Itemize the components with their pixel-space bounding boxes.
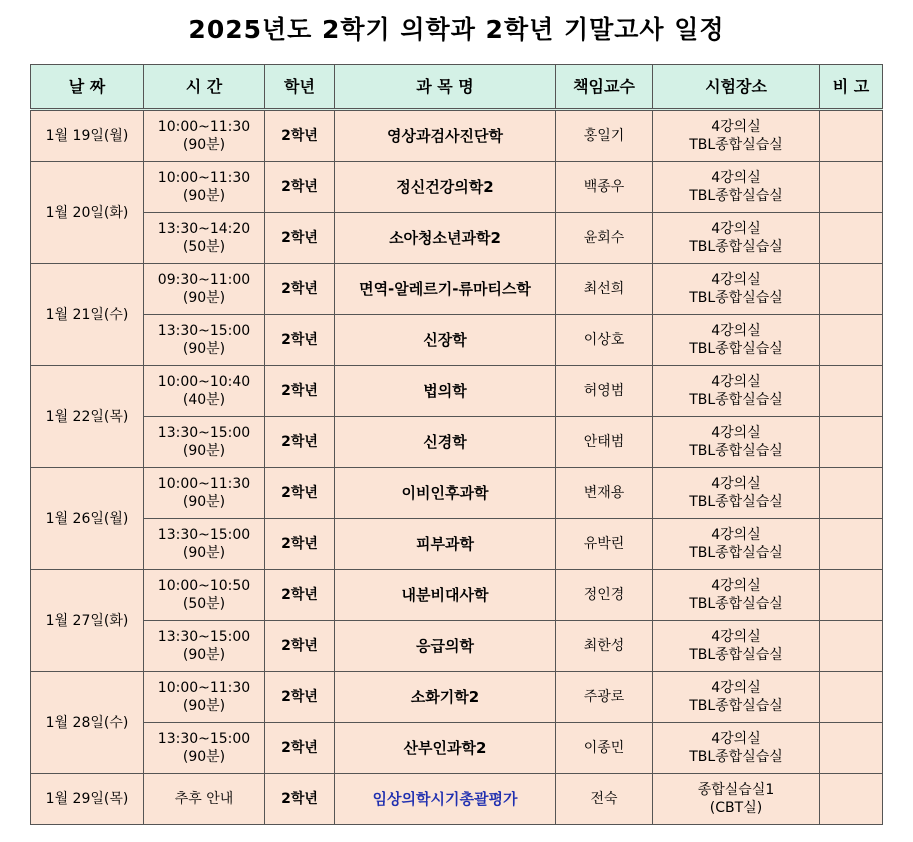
room-secondary: TBL종합실습실	[689, 341, 783, 357]
subject-cell: 내분비대사학	[335, 570, 556, 621]
subject-cell: 법의학	[335, 366, 556, 417]
subject-cell: 임상의학시기총괄평가	[335, 774, 556, 825]
table-row	[31, 570, 883, 621]
table-row	[31, 162, 883, 213]
date-cell: 1월 28일(수)	[31, 672, 144, 774]
table-row	[31, 417, 883, 468]
room-cell	[653, 468, 820, 519]
date-cell: 1월 20일(화)	[31, 162, 144, 264]
grade-cell: 2학년	[265, 264, 335, 315]
subject-cell: 정신건강의학2	[335, 162, 556, 213]
room-cell	[653, 110, 820, 162]
room-secondary: TBL종합실습실	[689, 596, 783, 612]
header-row	[31, 65, 883, 110]
time-duration: (50분)	[182, 596, 226, 612]
date-cell: 1월 27일(화)	[31, 570, 144, 672]
time-cell	[144, 672, 265, 723]
room-secondary: TBL종합실습실	[689, 749, 783, 765]
grade-cell: 2학년	[265, 110, 335, 162]
room-cell	[653, 621, 820, 672]
room-cell	[653, 723, 820, 774]
room-secondary: TBL종합실습실	[689, 290, 783, 306]
date-cell: 1월 22일(목)	[31, 366, 144, 468]
time-range: 10:00~10:50	[157, 578, 251, 594]
subject-cell: 면역-알레르기-류마티스학	[335, 264, 556, 315]
date-cell: 1월 19일(월)	[31, 110, 144, 162]
note-cell	[820, 315, 883, 366]
time-range: 10:00~11:30	[157, 476, 251, 492]
room-secondary: TBL종합실습실	[689, 188, 783, 204]
room-primary: 4강의실	[711, 119, 761, 135]
grade-cell: 2학년	[265, 774, 335, 825]
page-title: 2025년도 2학기 의학과 2학년 기말고사 일정	[188, 15, 725, 44]
time-range: 09:30~11:00	[157, 272, 251, 288]
table-row	[31, 774, 883, 825]
table-row	[31, 621, 883, 672]
subject-cell: 신장학	[335, 315, 556, 366]
professor-cell: 백종우	[556, 162, 653, 213]
room-cell	[653, 162, 820, 213]
table-row	[31, 468, 883, 519]
time-range: 13:30~15:00	[157, 527, 251, 543]
grade-cell: 2학년	[265, 162, 335, 213]
time-duration: (90분)	[182, 443, 226, 459]
grade-cell: 2학년	[265, 519, 335, 570]
room-primary: 4강의실	[711, 272, 761, 288]
time-duration: (50분)	[182, 239, 226, 255]
room-secondary: TBL종합실습실	[689, 647, 783, 663]
room-primary: 4강의실	[711, 170, 761, 186]
note-cell	[820, 672, 883, 723]
time-duration: (90분)	[182, 545, 226, 561]
table-row	[31, 213, 883, 264]
time-duration: (90분)	[182, 290, 226, 306]
time-range: 10:00~11:30	[157, 119, 251, 135]
time-duration: (90분)	[182, 188, 226, 204]
room-secondary: TBL종합실습실	[689, 392, 783, 408]
time-range: 13:30~14:20	[157, 221, 251, 237]
time-range: 10:00~10:40	[157, 374, 251, 390]
date-cell: 1월 29일(목)	[31, 774, 144, 825]
professor-cell: 윤회수	[556, 213, 653, 264]
room-cell	[653, 366, 820, 417]
time-range: 10:00~11:30	[157, 170, 251, 186]
table-row	[31, 723, 883, 774]
note-cell	[820, 264, 883, 315]
room-primary: 4강의실	[711, 221, 761, 237]
time-cell	[144, 366, 265, 417]
time-range: 13:30~15:00	[157, 629, 251, 645]
subject-cell: 영상과검사진단학	[335, 110, 556, 162]
note-cell	[820, 417, 883, 468]
grade-cell: 2학년	[265, 468, 335, 519]
professor-cell: 이상호	[556, 315, 653, 366]
note-cell	[820, 468, 883, 519]
exam-schedule-table	[30, 64, 883, 825]
note-cell	[820, 213, 883, 264]
time-cell	[144, 774, 265, 825]
room-primary: 4강의실	[711, 476, 761, 492]
time-duration: (90분)	[182, 137, 226, 153]
professor-cell: 전숙	[556, 774, 653, 825]
schedule-body	[31, 110, 883, 825]
room-primary: 4강의실	[711, 629, 761, 645]
table-row	[31, 315, 883, 366]
grade-cell: 2학년	[265, 672, 335, 723]
room-secondary: TBL종합실습실	[689, 698, 783, 714]
time-duration: (90분)	[182, 698, 226, 714]
room-cell	[653, 315, 820, 366]
time-cell	[144, 264, 265, 315]
grade-cell: 2학년	[265, 621, 335, 672]
col-header-date: 날 짜	[31, 65, 144, 110]
room-secondary: TBL종합실습실	[689, 494, 783, 510]
time-duration: (90분)	[182, 341, 226, 357]
professor-cell: 이종민	[556, 723, 653, 774]
time-cell	[144, 468, 265, 519]
time-range: 13:30~15:00	[157, 425, 251, 441]
subject-cell: 피부과학	[335, 519, 556, 570]
table-row	[31, 366, 883, 417]
professor-cell: 주광로	[556, 672, 653, 723]
time-cell	[144, 570, 265, 621]
note-cell	[820, 621, 883, 672]
time-duration: (90분)	[182, 647, 226, 663]
room-primary: 4강의실	[711, 323, 761, 339]
time-duration: (90분)	[182, 494, 226, 510]
room-cell	[653, 774, 820, 825]
room-secondary: TBL종합실습실	[689, 239, 783, 255]
room-secondary: TBL종합실습실	[689, 545, 783, 561]
professor-cell: 홍일기	[556, 110, 653, 162]
time-cell	[144, 417, 265, 468]
col-header-time: 시 간	[144, 65, 265, 110]
room-primary: 종합실습실1	[697, 782, 775, 798]
room-cell	[653, 213, 820, 264]
table-row	[31, 519, 883, 570]
note-cell	[820, 162, 883, 213]
table-row	[31, 672, 883, 723]
room-cell	[653, 519, 820, 570]
time-range: 10:00~11:30	[157, 680, 251, 696]
time-range: 13:30~15:00	[157, 731, 251, 747]
col-header-professor: 책임교수	[556, 65, 653, 110]
room-primary: 4강의실	[711, 578, 761, 594]
room-secondary: TBL종합실습실	[689, 443, 783, 459]
note-cell	[820, 774, 883, 825]
room-primary: 4강의실	[711, 425, 761, 441]
note-cell	[820, 366, 883, 417]
col-header-subject: 과 목 명	[335, 65, 556, 110]
note-cell	[820, 110, 883, 162]
professor-cell: 허영범	[556, 366, 653, 417]
professor-cell: 정인경	[556, 570, 653, 621]
professor-cell: 최한성	[556, 621, 653, 672]
room-cell	[653, 672, 820, 723]
subject-cell: 이비인후과학	[335, 468, 556, 519]
grade-cell: 2학년	[265, 213, 335, 264]
room-secondary: (CBT실)	[709, 800, 763, 816]
room-primary: 4강의실	[711, 527, 761, 543]
grade-cell: 2학년	[265, 417, 335, 468]
subject-cell: 소화기학2	[335, 672, 556, 723]
col-header-grade: 학년	[265, 65, 335, 110]
note-cell	[820, 519, 883, 570]
room-cell	[653, 417, 820, 468]
subject-cell: 산부인과학2	[335, 723, 556, 774]
note-cell	[820, 723, 883, 774]
time-duration: (90분)	[182, 749, 226, 765]
time-cell	[144, 213, 265, 264]
room-cell	[653, 264, 820, 315]
grade-cell: 2학년	[265, 570, 335, 621]
subject-cell: 신경학	[335, 417, 556, 468]
subject-cell: 응급의학	[335, 621, 556, 672]
time-duration: (40분)	[182, 392, 226, 408]
col-header-room: 시험장소	[653, 65, 820, 110]
professor-cell: 변재용	[556, 468, 653, 519]
grade-cell: 2학년	[265, 315, 335, 366]
time-cell	[144, 519, 265, 570]
room-primary: 4강의실	[711, 731, 761, 747]
subject-cell: 소아청소년과학2	[335, 213, 556, 264]
professor-cell: 유박린	[556, 519, 653, 570]
room-primary: 4강의실	[711, 680, 761, 696]
room-secondary: TBL종합실습실	[689, 137, 783, 153]
time-cell	[144, 621, 265, 672]
time-range: 추후 안내	[174, 791, 234, 807]
time-cell	[144, 723, 265, 774]
grade-cell: 2학년	[265, 723, 335, 774]
table-row	[31, 264, 883, 315]
col-header-note: 비 고	[820, 65, 883, 110]
room-primary: 4강의실	[711, 374, 761, 390]
time-cell	[144, 110, 265, 162]
note-cell	[820, 570, 883, 621]
grade-cell: 2학년	[265, 366, 335, 417]
time-range: 13:30~15:00	[157, 323, 251, 339]
date-cell: 1월 26일(월)	[31, 468, 144, 570]
table-row	[31, 110, 883, 162]
time-cell	[144, 162, 265, 213]
room-cell	[653, 570, 820, 621]
time-cell	[144, 315, 265, 366]
professor-cell: 안태범	[556, 417, 653, 468]
professor-cell: 최선희	[556, 264, 653, 315]
date-cell: 1월 21일(수)	[31, 264, 144, 366]
